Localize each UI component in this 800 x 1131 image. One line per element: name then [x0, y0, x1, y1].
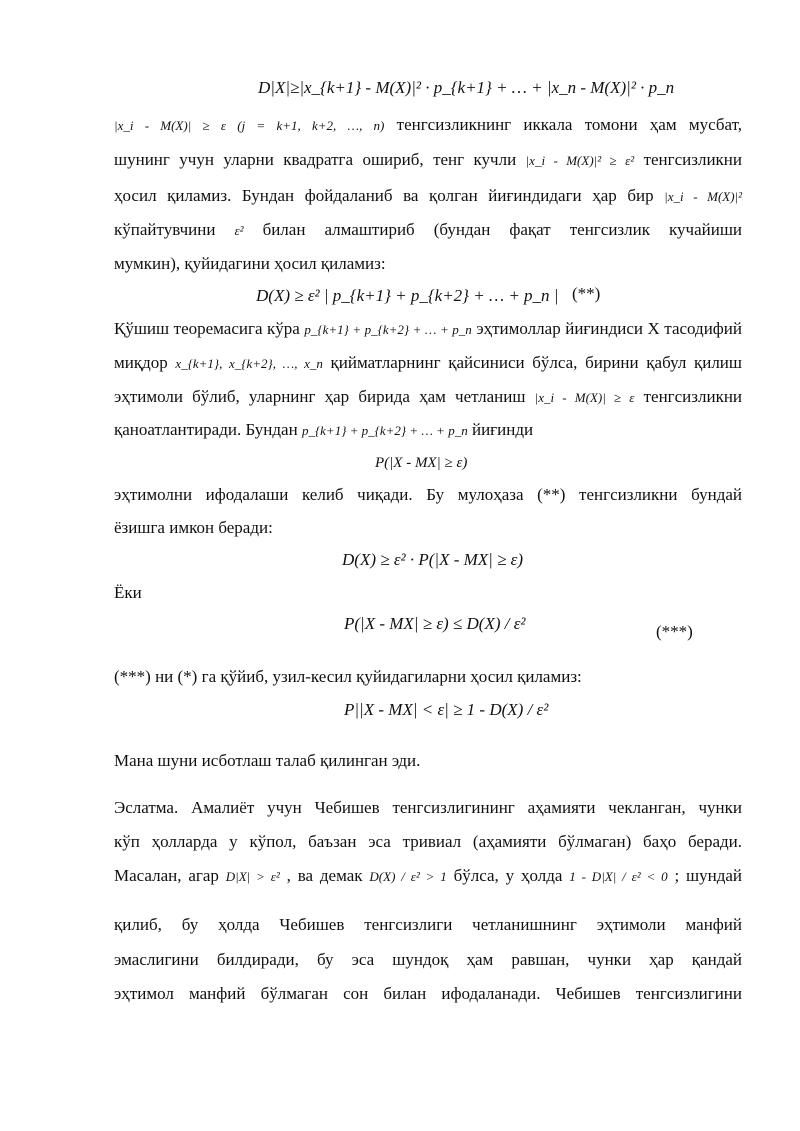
formula-text: P||X - MX| < ε| ≥ 1 - D(X) / ε²	[344, 700, 549, 719]
formula-dispersion-bound	[256, 286, 558, 306]
text-line	[114, 831, 742, 853]
text-span: ёзишга имкон беради:	[114, 518, 273, 537]
formula-text: P(|X - MX| ≥ ε) ≤ D(X) / ε²	[344, 614, 526, 633]
inline-formula: ε²	[234, 223, 244, 238]
formula-text: D(X) ≥ ε² · P(|X - MX| ≥ ε)	[342, 550, 524, 569]
formula-text: D|X|≥|x_{k+1} - M(X)|² · p_{k+1} + … + |x_n - M(X)|² · p_n	[258, 78, 675, 97]
text-line	[114, 517, 742, 539]
text-line	[114, 114, 742, 137]
inline-formula: p_{k+1} + p_{k+2} + … + p_n	[301, 423, 468, 438]
text-line	[114, 484, 742, 506]
text-span: миқдор	[114, 353, 168, 372]
inline-formula: p_{k+1} + p_{k+2} + … + p_n	[304, 322, 472, 337]
text-line	[114, 797, 742, 819]
text-span: билан алмаштириб (бундан фақат тенгсизлик кучайиши	[262, 220, 743, 239]
text-span: Мана шуни исботлаш талаб қилинган эди.	[114, 751, 421, 770]
text-span: эҳтимоллар йиғиндиси X тасодифий	[476, 319, 742, 338]
formula-dispersion-sum	[258, 78, 674, 98]
text-line	[114, 914, 742, 936]
text-span: Ёки	[114, 583, 142, 602]
text-span: тенгсизликнинг иккала томони ҳам мусбат,	[396, 115, 742, 134]
inline-formula: |x_i - M(X)| ≥ ε (j = k+1, k+2, …, n)	[114, 118, 385, 133]
inline-formula: x_{k+1}, x_{k+2}, …, x_n	[175, 356, 323, 371]
text-line	[114, 253, 742, 275]
text-span: қийматларнинг қайсиниси бўлса, бирини қабул қилиш	[330, 353, 742, 372]
text-span: эҳтимол манфий бўлмаган сон билан ифодаланади. Чебишев тенгсизлигини	[114, 984, 742, 1003]
text-line	[114, 386, 742, 409]
text-span: Масалан, агар	[114, 866, 219, 885]
formula-text: D(X) ≥ ε² | p_{k+1} + p_{k+2} + … + p_n |	[256, 286, 559, 305]
text-span: эҳтимоли бўлиб, уларнинг ҳар бирида ҳам четланиш	[114, 387, 526, 406]
inline-formula: |x_i - M(X)| ≥ ε	[534, 390, 635, 405]
formula-probability	[375, 452, 467, 472]
text-span: йиғинди	[471, 420, 534, 439]
text-line	[114, 666, 742, 688]
text-span: эҳтимолни ифодалаши келиб чиқади. Бу мулоҳаза (**) тенгсизликни бундай	[114, 485, 742, 504]
text-span: ; шундай	[674, 866, 743, 885]
text-span: кўпайтувчини	[114, 220, 216, 239]
inline-formula: D|X| > ε²	[225, 869, 280, 884]
text-line	[114, 865, 742, 888]
inline-formula: D(X) / ε² > 1	[369, 869, 447, 884]
text-span: тенгсизликни	[643, 150, 743, 169]
text-span: ҳосил қиламиз. Бундан фойдаланиб ва қолган йиғиндидаги ҳар бир	[114, 186, 654, 205]
text-line	[114, 318, 742, 341]
text-span: Эслатма. Амалиёт учун Чебишев тенгсизлигининг аҳамияти чекланган, чунки	[114, 798, 742, 817]
text-span: кўп ҳолларда у кўпол, баъзан эса тривиал (аҳамияти бўлмаган) баҳо беради.	[114, 832, 742, 851]
inline-formula: 1 - D|X| / ε² < 0	[569, 869, 668, 884]
text-span: мумкин), қуйидагини ҳосил қиламиз:	[114, 254, 386, 273]
formula-chebyshev-upper	[344, 614, 526, 634]
formula-text: P(|X - MX| ≥ ε)	[375, 455, 468, 471]
text-span: , ва демак	[286, 866, 363, 885]
text-span: (***) ни (*) га қўйиб, узил-кесил қуйидагиларни ҳосил қиламиз:	[114, 667, 582, 686]
text-span: шунинг учун уларни квадратга ошириб, тенг кучли	[114, 150, 517, 169]
equation-tag	[656, 622, 693, 642]
equation-tag-text: (**)	[572, 284, 601, 303]
text-line	[114, 352, 742, 375]
text-line	[114, 582, 742, 604]
equation-tag	[572, 284, 600, 304]
text-span: қаноатлантиради. Бундан	[114, 420, 298, 439]
inline-formula: |x_i - M(X)|²	[664, 189, 743, 204]
text-line	[114, 185, 742, 208]
inline-formula: |x_i - M(X)|² ≥ ε²	[525, 153, 635, 168]
text-line	[114, 149, 742, 172]
formula-chebyshev-lower	[344, 700, 548, 720]
text-line	[114, 419, 742, 442]
formula-dispersion-probability	[342, 550, 523, 570]
text-line	[114, 219, 742, 242]
text-span: бўлса, у ҳолда	[453, 866, 563, 885]
text-line	[114, 750, 742, 772]
text-line	[114, 949, 742, 971]
text-span: қилиб, бу ҳолда Чебишев тенгсизлиги четланишнинг эҳтимоли манфий	[114, 915, 742, 934]
text-span: Қўшиш теоремасига кўра	[114, 319, 300, 338]
text-line	[114, 983, 742, 1005]
text-span: тенгсизликни	[643, 387, 743, 406]
equation-tag-text: (***)	[656, 622, 693, 641]
text-span: эмаслигини билдиради, бу эса шундоқ ҳам равшан, чунки ҳар қандай	[114, 950, 742, 969]
